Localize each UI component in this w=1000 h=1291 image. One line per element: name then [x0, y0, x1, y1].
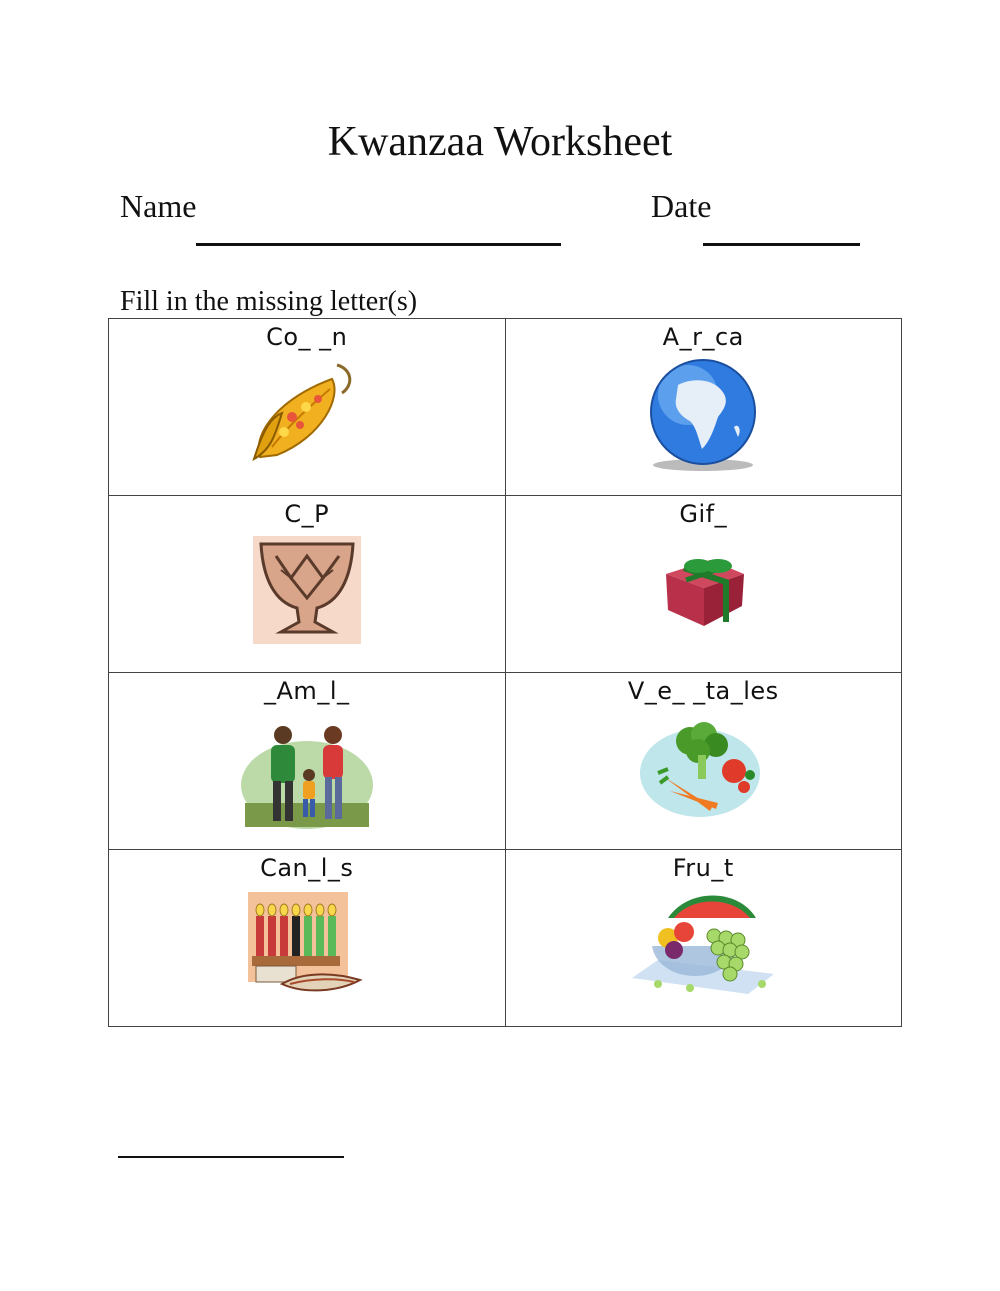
- word-blank[interactable]: _Am_l_: [264, 677, 350, 705]
- cell-fruit: [505, 850, 902, 1027]
- cell-cup: [109, 496, 506, 673]
- vegetables-icon: [638, 711, 768, 823]
- word-blank[interactable]: Gif_: [679, 500, 728, 528]
- word-blank[interactable]: V_e_ _ta_les: [627, 677, 779, 705]
- date-write-line[interactable]: [703, 243, 860, 246]
- worksheet-grid: [108, 318, 902, 1027]
- word-blank[interactable]: C_P: [284, 500, 330, 528]
- name-write-line[interactable]: [196, 243, 561, 246]
- cell-candles: [109, 850, 506, 1027]
- instructions: Fill in the missing letter(s): [120, 286, 418, 317]
- footnote-rule: [118, 1156, 344, 1158]
- word-blank[interactable]: A_r_ca: [662, 323, 744, 351]
- cell-family: [109, 673, 506, 850]
- globe-icon: [638, 357, 768, 473]
- cell-africa: [505, 319, 902, 496]
- date-label: Date: [651, 188, 712, 224]
- kinara-candles-icon: [242, 888, 372, 1000]
- cell-gift: [505, 496, 902, 673]
- cell-corn: [109, 319, 506, 496]
- word-blank[interactable]: Can_l_s: [260, 854, 354, 882]
- page-title: Kwanzaa Worksheet: [327, 119, 673, 165]
- word-blank[interactable]: Co_ _n: [266, 323, 348, 351]
- gift-icon: [648, 534, 758, 634]
- fruit-bowl-icon: [628, 888, 778, 1008]
- cup-icon: [251, 534, 363, 646]
- cell-vegetables: [505, 673, 902, 850]
- corn-icon: [242, 357, 372, 467]
- word-blank[interactable]: Fru_t: [672, 854, 734, 882]
- family-icon: [237, 711, 377, 831]
- name-label: Name: [120, 188, 197, 224]
